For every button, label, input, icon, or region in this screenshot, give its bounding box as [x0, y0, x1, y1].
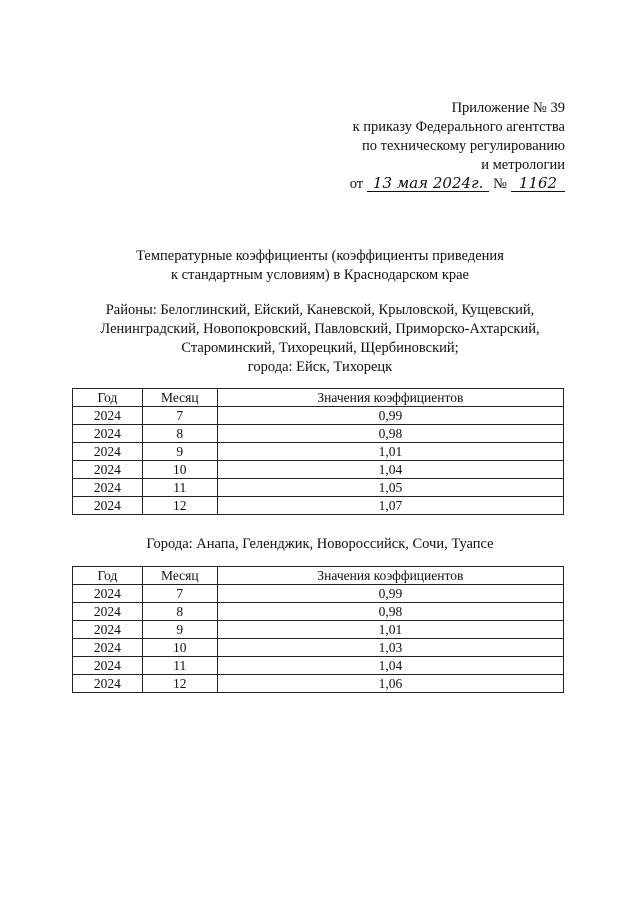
- table-row: [73, 657, 564, 675]
- table-1-body: [73, 407, 564, 515]
- cell-month: 12: [142, 675, 217, 693]
- cell-value: 1,04: [217, 657, 563, 675]
- cell-month: 11: [142, 479, 217, 497]
- handwritten-date: 13 мая 2024г.: [367, 175, 489, 192]
- table-row: [73, 621, 564, 639]
- cities-heading: Города: Анапа, Геленджик, Новороссийск, Сочи, Туапсе: [146, 536, 494, 552]
- table-2-body: [73, 585, 564, 693]
- cell-value: 1,06: [217, 675, 563, 693]
- number-label: №: [493, 176, 507, 192]
- cell-value: 1,07: [217, 497, 563, 515]
- cell-value: 0,98: [217, 603, 563, 621]
- handwritten-number: 1162: [511, 175, 565, 192]
- cell-month: 10: [142, 461, 217, 479]
- districts-block: [60, 301, 580, 377]
- table-row: [73, 497, 564, 515]
- document-title: [0, 247, 640, 285]
- cell-month: 7: [142, 407, 217, 425]
- table-row: [73, 407, 564, 425]
- cell-year: 2024: [73, 407, 143, 425]
- header-value: Значения коэффициентов: [217, 389, 563, 407]
- cell-month: 9: [142, 443, 217, 461]
- cell-value: 0,99: [217, 585, 563, 603]
- title-line-1: Температурные коэффициенты (коэффициенты приведения: [136, 248, 504, 264]
- cell-value: 1,01: [217, 443, 563, 461]
- from-label: от: [349, 176, 364, 192]
- cell-month: 11: [142, 657, 217, 675]
- cell-value: 1,04: [217, 461, 563, 479]
- districts-line-4: города: Ейск, Тихорецк: [247, 359, 393, 375]
- table-header-row: [73, 389, 564, 407]
- cell-year: 2024: [73, 657, 143, 675]
- table-row: [73, 639, 564, 657]
- cell-year: 2024: [73, 443, 143, 461]
- cell-year: 2024: [73, 585, 143, 603]
- cell-month: 7: [142, 585, 217, 603]
- coefficients-table-2: [72, 566, 564, 693]
- cell-month: 10: [142, 639, 217, 657]
- cell-year: 2024: [73, 425, 143, 443]
- appendix-line-3: по техническому регулированию: [361, 138, 565, 154]
- header-month: Месяц: [142, 389, 217, 407]
- districts-line-3: Староминский, Тихорецкий, Щербиновский;: [181, 340, 459, 356]
- cell-month: 9: [142, 621, 217, 639]
- appendix-line-2: к приказу Федерального агентства: [352, 119, 565, 135]
- table-row: [73, 479, 564, 497]
- table-row: [73, 603, 564, 621]
- header-month: Месяц: [142, 567, 217, 585]
- cell-year: 2024: [73, 461, 143, 479]
- cell-month: 8: [142, 603, 217, 621]
- table-row: [73, 675, 564, 693]
- table-row: [73, 461, 564, 479]
- appendix-block: [350, 99, 565, 194]
- cell-year: 2024: [73, 603, 143, 621]
- cell-year: 2024: [73, 675, 143, 693]
- cell-value: 1,01: [217, 621, 563, 639]
- cell-value: 1,03: [217, 639, 563, 657]
- cell-month: 12: [142, 497, 217, 515]
- cell-month: 8: [142, 425, 217, 443]
- header-year: Год: [73, 567, 143, 585]
- cell-value: 0,98: [217, 425, 563, 443]
- districts-line-1: Районы: Белоглинский, Ейский, Каневской, Крыловской, Кущевский,: [105, 302, 535, 318]
- districts-line-2: Ленинградский, Новопокровский, Павловский, Приморско-Ахтарский,: [100, 321, 540, 337]
- header-value: Значения коэффициентов: [217, 567, 563, 585]
- cell-year: 2024: [73, 479, 143, 497]
- table-row: [73, 585, 564, 603]
- table-header-row: [73, 567, 564, 585]
- cell-year: 2024: [73, 497, 143, 515]
- appendix-line-4: и метрологии: [481, 157, 565, 173]
- header-year: Год: [73, 389, 143, 407]
- cell-value: 0,99: [217, 407, 563, 425]
- table-row: [73, 443, 564, 461]
- appendix-line-1: Приложение № 39: [451, 100, 565, 116]
- table-row: [73, 425, 564, 443]
- coefficients-table-1: [72, 388, 564, 515]
- cell-value: 1,05: [217, 479, 563, 497]
- title-line-2: к стандартным условиям) в Краснодарском крае: [170, 267, 469, 283]
- cell-year: 2024: [73, 621, 143, 639]
- cell-year: 2024: [73, 639, 143, 657]
- order-date-line: [350, 175, 565, 194]
